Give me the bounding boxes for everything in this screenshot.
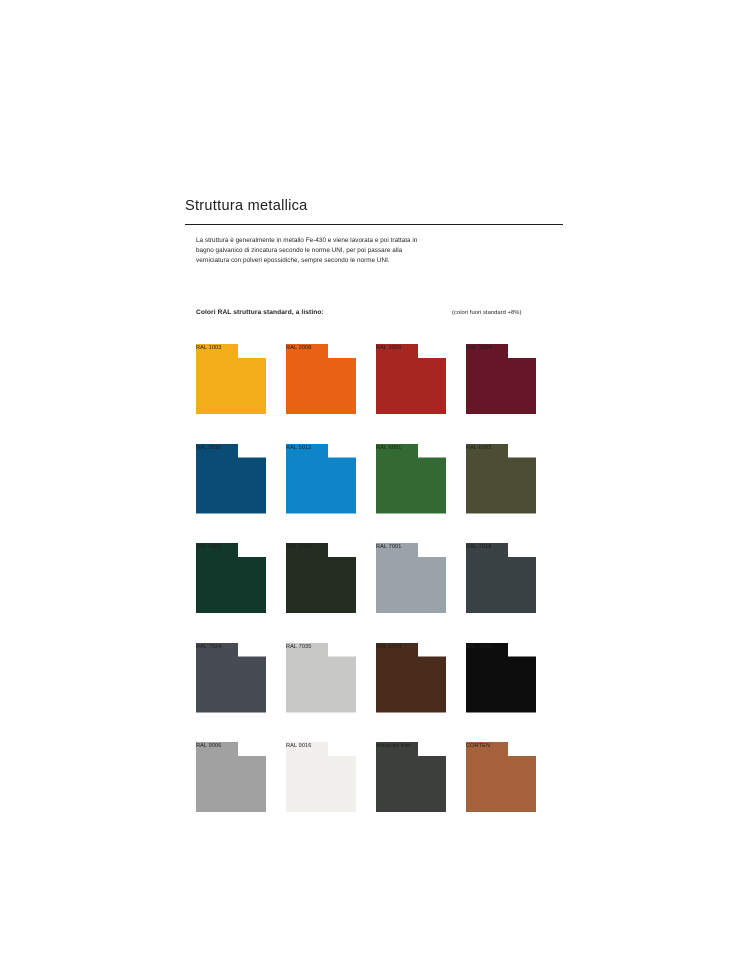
swatch-color-fill — [466, 742, 536, 812]
color-swatch — [376, 643, 446, 713]
swatch-item — [376, 344, 446, 414]
swatch-label: RAL 6001 — [376, 444, 402, 451]
swatch-item — [376, 444, 446, 514]
swatch-color-fill — [286, 543, 356, 613]
swatch-color-fill — [466, 444, 536, 514]
color-swatch — [466, 543, 536, 613]
swatch-label: RAL 7035 — [286, 643, 312, 650]
swatch-label: RAL 6009 — [286, 544, 312, 550]
color-swatch — [286, 643, 356, 713]
swatch-item — [286, 444, 356, 514]
swatch-item — [196, 444, 266, 514]
swatch-item — [286, 643, 356, 713]
color-swatch — [376, 444, 446, 514]
color-swatch — [286, 742, 356, 812]
color-swatch — [376, 742, 446, 812]
color-swatch — [196, 344, 266, 414]
swatch-row — [196, 643, 548, 713]
swatch-label: RAL 5010 — [196, 444, 222, 451]
swatch-label: RAL 6005 — [196, 544, 222, 550]
color-swatch — [466, 344, 536, 414]
swatch-row — [196, 344, 548, 414]
swatch-label: RAL 7018 — [466, 544, 492, 550]
intro-paragraph: La struttura è generalmente in metallo Fe-430 e viene lavorata e poi trattata in bagno galvanico di zincatura secondo le norme UNI, per poi passare alla verniciatura con polveri epossidiche, sempre secondo le norme UNI. — [196, 237, 418, 265]
swatch-item — [466, 344, 536, 414]
swatch-color-fill — [376, 543, 446, 613]
swatch-label: RAL 3000 — [376, 345, 402, 351]
swatch-item — [196, 344, 266, 414]
color-swatch — [376, 344, 446, 414]
color-swatch — [466, 742, 536, 812]
swatch-color-fill — [196, 643, 266, 713]
swatch-color-fill — [376, 643, 446, 713]
swatch-color-fill — [196, 742, 266, 812]
swatch-label: RAL 2008 — [286, 345, 312, 351]
swatch-color-fill — [196, 543, 266, 613]
swatch-row — [196, 444, 548, 514]
title-divider — [185, 224, 563, 225]
color-swatch-grid — [196, 344, 548, 842]
swatch-color-fill — [196, 344, 266, 414]
swatch-color-fill — [376, 742, 446, 812]
color-swatch — [196, 742, 266, 812]
swatch-color-fill — [466, 643, 536, 713]
swatch-label: RAL 7024 — [196, 643, 222, 650]
swatch-section-note: (colori fuori standard +8%) — [452, 310, 522, 316]
swatch-row — [196, 543, 548, 613]
swatch-color-fill — [286, 742, 356, 812]
swatch-label: RAL 9005 — [466, 643, 492, 650]
swatch-label: RAL 7001 — [376, 544, 402, 550]
color-swatch — [376, 543, 446, 613]
swatch-item — [376, 643, 446, 713]
swatch-item — [376, 543, 446, 613]
swatch-color-fill — [196, 444, 266, 514]
swatch-color-fill — [376, 444, 446, 514]
swatch-item — [376, 742, 446, 812]
swatch-color-fill — [466, 344, 536, 414]
swatch-item — [466, 543, 536, 613]
swatch-color-fill — [286, 344, 356, 414]
swatch-item — [286, 344, 356, 414]
swatch-item — [196, 543, 266, 613]
page-title: Struttura metallica — [185, 198, 308, 214]
color-swatch — [286, 344, 356, 414]
swatch-color-fill — [286, 643, 356, 713]
swatch-label: RAL 5012 — [286, 444, 312, 451]
swatch-item — [466, 643, 536, 713]
swatch-label: RAL 3004 — [466, 345, 492, 351]
swatch-label: RAL 8014 — [376, 643, 402, 650]
swatch-item — [286, 742, 356, 812]
swatch-item — [286, 543, 356, 613]
swatch-section-subheading: Colori RAL struttura standard, a listino: — [196, 309, 324, 316]
swatch-row — [196, 742, 548, 812]
color-swatch — [286, 444, 356, 514]
color-swatch — [196, 643, 266, 713]
color-swatch — [466, 444, 536, 514]
color-swatch — [196, 543, 266, 613]
swatch-item — [466, 444, 536, 514]
swatch-label: RAL 1003 — [196, 345, 222, 351]
swatch-label: RAL 9016 — [286, 743, 312, 749]
swatch-item — [196, 742, 266, 812]
swatch-color-fill — [466, 543, 536, 613]
swatch-label: Antracite liver — [376, 743, 412, 749]
swatch-label: RAL 6003 — [466, 444, 492, 451]
swatch-item — [196, 643, 266, 713]
swatch-label: CORTEN — [466, 743, 491, 749]
color-swatch — [466, 643, 536, 713]
swatch-label: RAL 9006 — [196, 743, 222, 749]
color-swatch — [196, 444, 266, 514]
swatch-item — [466, 742, 536, 812]
color-swatch — [286, 543, 356, 613]
swatch-color-fill — [286, 444, 356, 514]
swatch-color-fill — [376, 344, 446, 414]
